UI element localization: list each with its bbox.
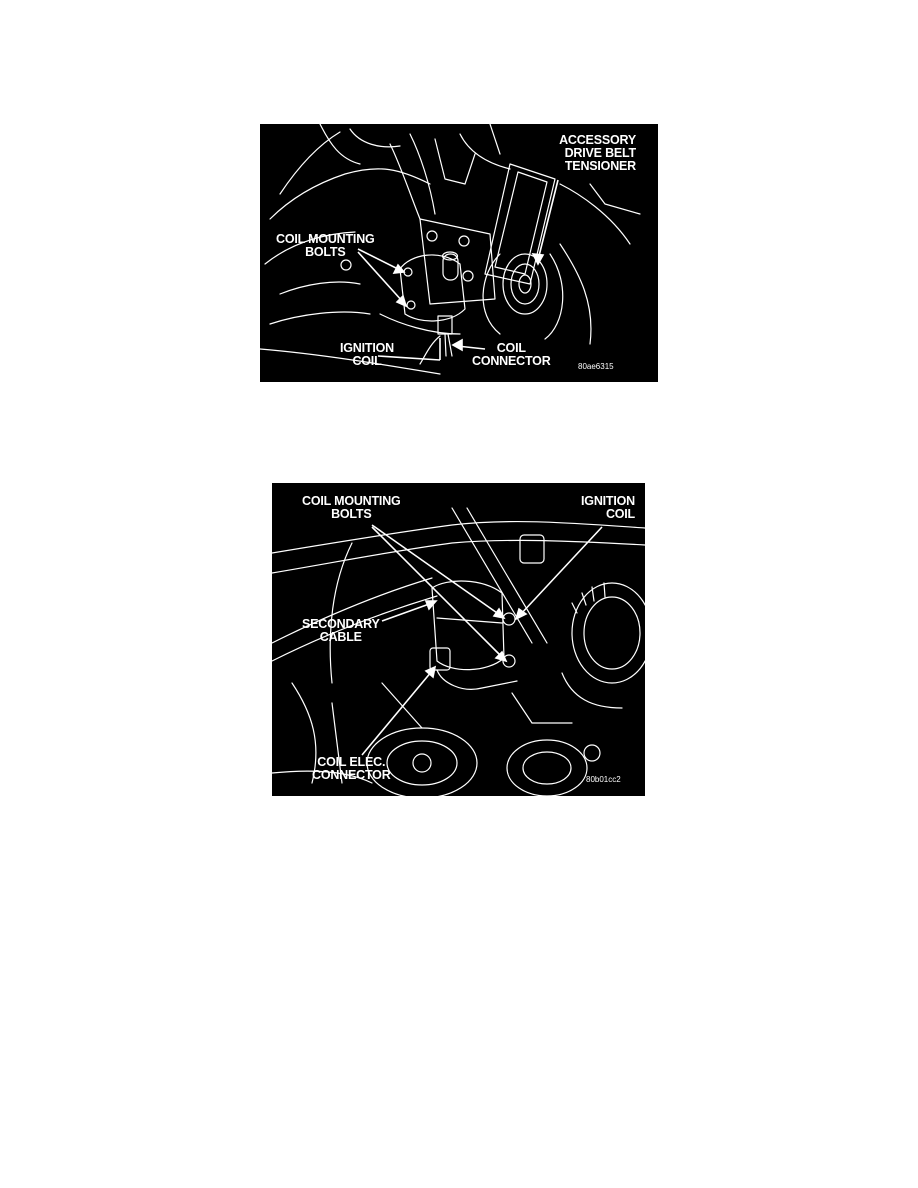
figure-code: 80ae6315 bbox=[578, 362, 614, 371]
label-coil-mounting-bolts: COIL MOUNTING BOLTS bbox=[302, 494, 401, 521]
label-ignition-coil: IGNITION COIL bbox=[340, 341, 394, 368]
label-coil-connector: COIL CONNECTOR bbox=[472, 341, 551, 368]
figure-ignition-coil-upper bbox=[260, 124, 658, 382]
label-coil-elec-connector: COIL ELEC. CONNECTOR bbox=[312, 755, 391, 782]
label-accessory-drive-belt-tensioner: ACCESSORY DRIVE BELT TENSIONER bbox=[559, 133, 636, 173]
figure-ignition-coil-lower bbox=[272, 483, 645, 796]
label-coil-mounting-bolts: COIL MOUNTING BOLTS bbox=[276, 232, 375, 259]
label-secondary-cable: SECONDARY CABLE bbox=[302, 617, 380, 644]
figure-code: 80b01cc2 bbox=[586, 775, 621, 784]
label-ignition-coil: IGNITION COIL bbox=[581, 494, 635, 521]
